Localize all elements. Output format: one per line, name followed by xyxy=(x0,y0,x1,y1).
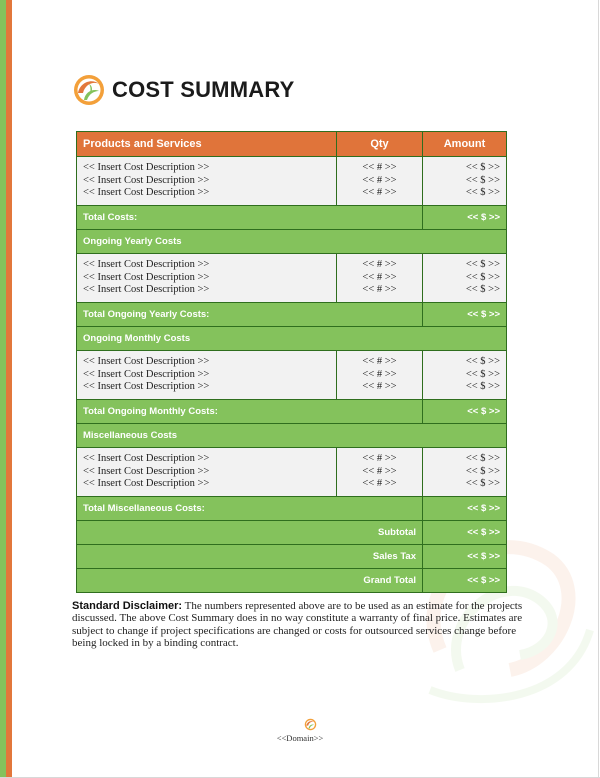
cost-qty: << # >> xyxy=(362,381,397,393)
cost-description: << Insert Cost Description >> xyxy=(83,284,210,296)
table-header-row xyxy=(77,132,507,157)
item-row xyxy=(77,448,507,497)
total-monthly-label: Total Ongoing Monthly Costs: xyxy=(77,400,423,424)
cost-description: << Insert Cost Description >> xyxy=(83,162,210,174)
subtotal-label: Subtotal xyxy=(77,521,423,545)
item-row xyxy=(77,157,507,206)
footer-domain: <<Domain>> xyxy=(276,733,324,743)
total-yearly-value: << $ >> xyxy=(423,303,507,327)
cost-summary-table xyxy=(76,131,507,593)
cost-amount: << $ >> xyxy=(465,162,500,174)
cost-description: << Insert Cost Description >> xyxy=(83,368,210,380)
total-monthly-value: << $ >> xyxy=(423,400,507,424)
total-row xyxy=(77,303,507,327)
item-row xyxy=(77,254,507,303)
cost-amounts xyxy=(423,351,507,400)
cost-amount: << $ >> xyxy=(465,271,500,283)
cost-qty: << # >> xyxy=(362,174,397,186)
section-heading-row xyxy=(77,327,507,351)
cost-amount: << $ >> xyxy=(465,453,500,465)
page-header xyxy=(72,72,294,108)
total-misc-label: Total Miscellaneous Costs: xyxy=(77,497,423,521)
disclaimer-text: The numbers represented above are to be used as an estimate for the projects discussed. The above Cost Summary does in no way constitute a warranty of final price. Estimates are subject to change if project specifications are changed or costs for outsourced services change before being locked in by a binding contract. xyxy=(72,600,523,649)
cost-qty: << # >> xyxy=(362,259,397,271)
header-amount: Amount xyxy=(423,132,507,157)
header-qty: Qty xyxy=(337,132,423,157)
cost-quantities xyxy=(337,351,423,400)
grand-total-label: Grand Total xyxy=(77,569,423,593)
cost-amount: << $ >> xyxy=(465,174,500,186)
cost-amounts xyxy=(423,157,507,206)
total-costs-value: << $ >> xyxy=(423,206,507,230)
cost-description: << Insert Cost Description >> xyxy=(83,478,210,490)
subtotal-row xyxy=(77,521,507,545)
cost-description: << Insert Cost Description >> xyxy=(83,174,210,186)
grand-total-row xyxy=(77,569,507,593)
cost-amount: << $ >> xyxy=(465,465,500,477)
cost-amounts xyxy=(423,254,507,303)
cost-qty: << # >> xyxy=(362,465,397,477)
total-row xyxy=(77,497,507,521)
cost-qty: << # >> xyxy=(362,453,397,465)
total-row xyxy=(77,400,507,424)
cost-amount: << $ >> xyxy=(465,284,500,296)
cost-qty: << # >> xyxy=(362,187,397,199)
cost-qty: << # >> xyxy=(362,162,397,174)
total-yearly-label: Total Ongoing Yearly Costs: xyxy=(77,303,423,327)
header-products: Products and Services xyxy=(77,132,337,157)
cost-description: << Insert Cost Description >> xyxy=(83,271,210,283)
cost-qty: << # >> xyxy=(362,368,397,380)
cost-description: << Insert Cost Description >> xyxy=(83,356,210,368)
grand-total-value: << $ >> xyxy=(423,569,507,593)
total-row xyxy=(77,206,507,230)
item-row xyxy=(77,351,507,400)
disclaimer-label: Standard Disclaimer: xyxy=(72,600,183,612)
cost-amount: << $ >> xyxy=(465,368,500,380)
page-title: COST SUMMARY xyxy=(112,77,295,102)
cost-qty: << # >> xyxy=(362,284,397,296)
cost-descriptions xyxy=(77,448,337,497)
cost-descriptions xyxy=(77,351,337,400)
total-misc-value: << $ >> xyxy=(423,497,507,521)
cost-qty: << # >> xyxy=(362,478,397,490)
cost-description: << Insert Cost Description >> xyxy=(83,453,210,465)
subtotal-value: << $ >> xyxy=(423,521,507,545)
cost-description: << Insert Cost Description >> xyxy=(83,465,210,477)
cost-amount: << $ >> xyxy=(465,381,500,393)
cost-descriptions xyxy=(77,157,337,206)
cost-qty: << # >> xyxy=(362,356,397,368)
cost-amount: << $ >> xyxy=(465,356,500,368)
section-heading-yearly: Ongoing Yearly Costs xyxy=(77,230,507,254)
left-orange-stripe xyxy=(6,0,12,778)
cost-description: << Insert Cost Description >> xyxy=(83,381,210,393)
cost-quantities xyxy=(337,254,423,303)
standard-disclaimer xyxy=(72,600,532,649)
company-logo-icon xyxy=(72,73,106,107)
footer-logo-icon xyxy=(304,718,317,731)
section-heading-row xyxy=(77,230,507,254)
cost-descriptions xyxy=(77,254,337,303)
sales-tax-label: Sales Tax xyxy=(77,545,423,569)
section-heading-misc: Miscellaneous Costs xyxy=(77,424,507,448)
cost-description: << Insert Cost Description >> xyxy=(83,187,210,199)
cost-amount: << $ >> xyxy=(465,187,500,199)
section-heading-row xyxy=(77,424,507,448)
total-costs-label: Total Costs: xyxy=(77,206,423,230)
cost-amount: << $ >> xyxy=(465,259,500,271)
sales-tax-row xyxy=(77,545,507,569)
cost-quantities xyxy=(337,448,423,497)
cost-quantities xyxy=(337,157,423,206)
cost-amount: << $ >> xyxy=(465,478,500,490)
cost-amounts xyxy=(423,448,507,497)
cost-description: << Insert Cost Description >> xyxy=(83,259,210,271)
sales-tax-value: << $ >> xyxy=(423,545,507,569)
cost-qty: << # >> xyxy=(362,271,397,283)
section-heading-monthly: Ongoing Monthly Costs xyxy=(77,327,507,351)
